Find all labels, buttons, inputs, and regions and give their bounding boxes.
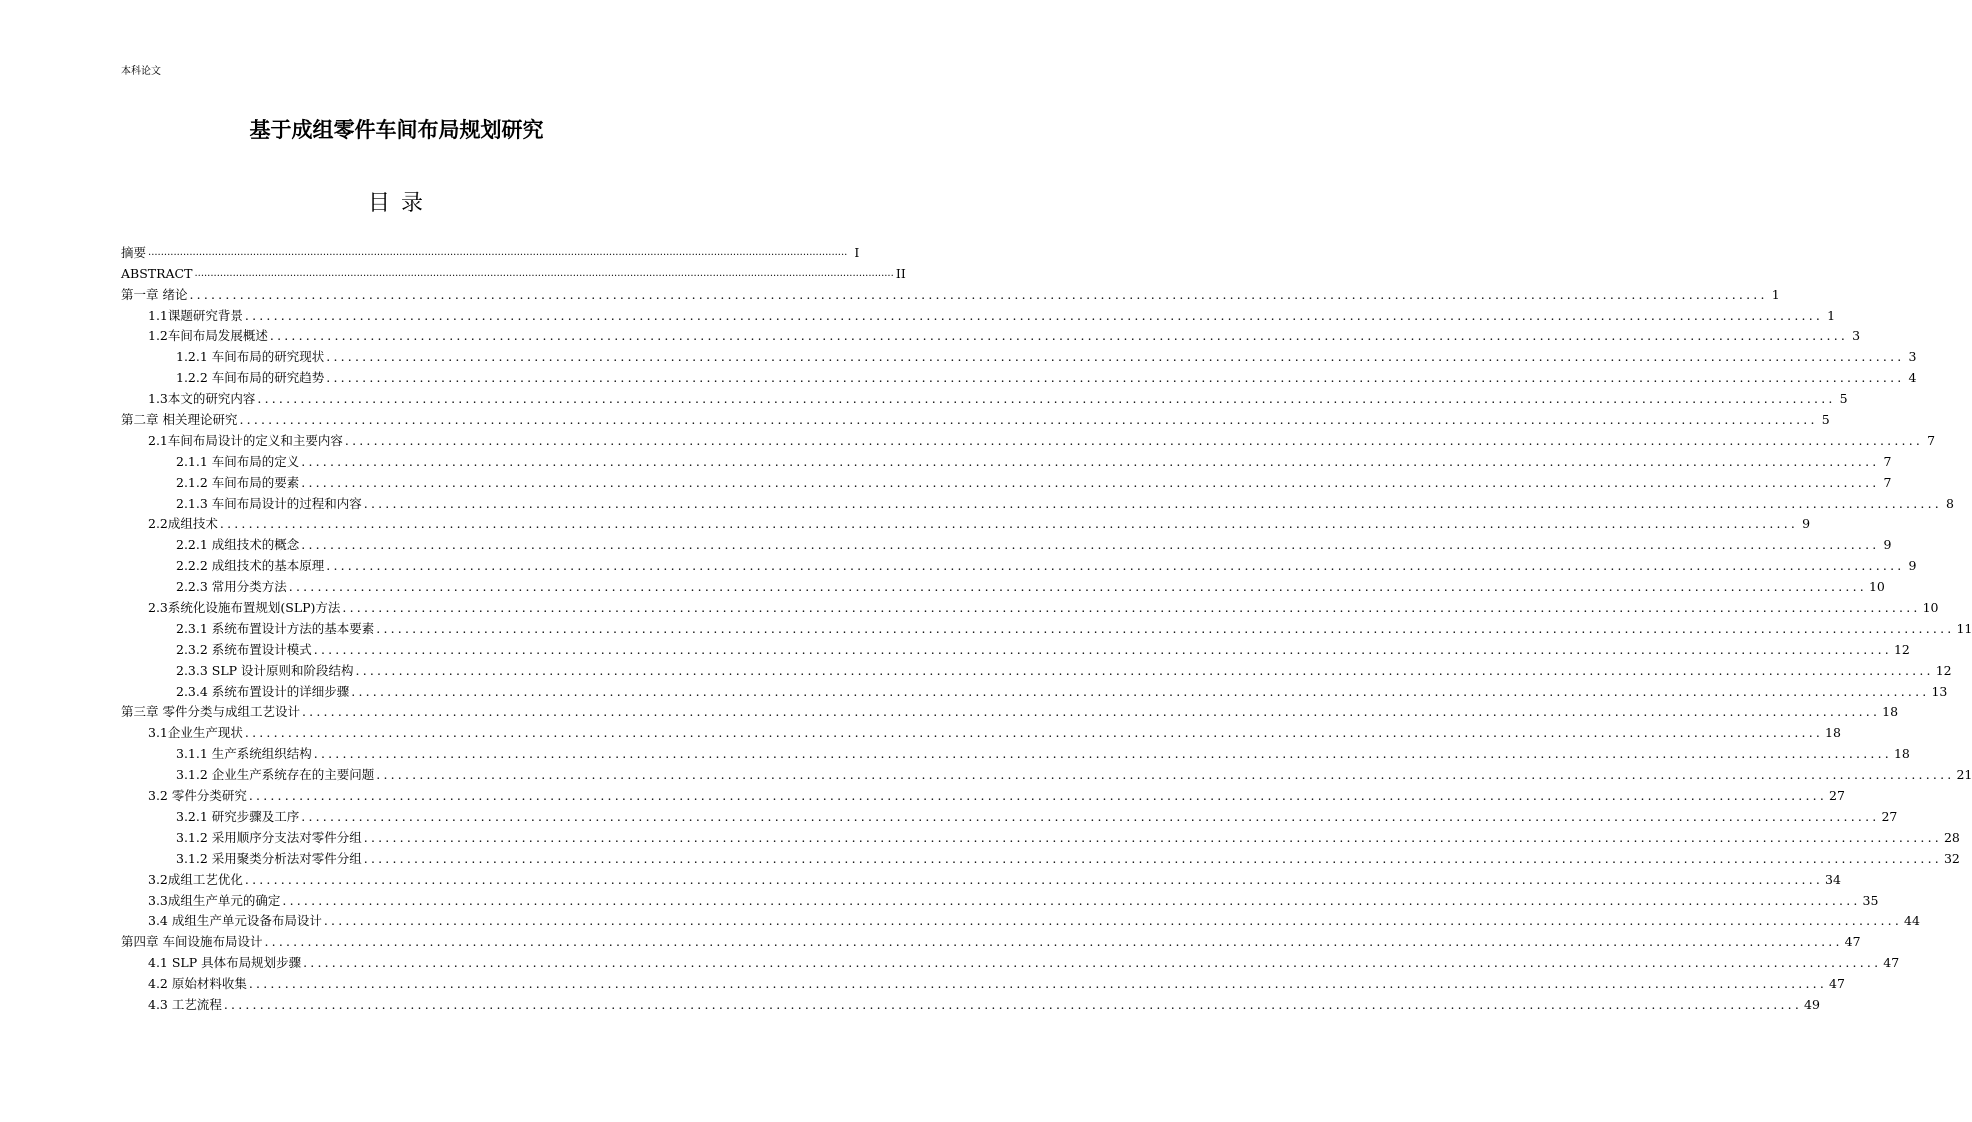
toc-entry [121, 555, 1917, 576]
toc-entry-title: 2.2成组技术 [148, 516, 218, 532]
toc-leader-dots: ............................................................................................................................................................................................................................ [189, 286, 1768, 302]
toc-entry [121, 681, 1948, 702]
toc-leader-dots: ............................................................................................................................................................................................................................ [301, 474, 1880, 490]
toc-entry-title: 3.1.2 企业生产系统存在的主要问题 [176, 767, 375, 783]
toc-entry-title: 3.3成组生产单元的确定 [148, 892, 281, 908]
toc-leader-dots: ............................................................................................................................................................................................................................ [351, 683, 1930, 699]
toc-entry-title: 3.1.2 采用顺序分支法对零件分组 [176, 829, 362, 845]
toc-leader-dots: ............................................................................................................................................................................................................................ [269, 328, 1849, 344]
toc-entry-title: 2.2.2 成组技术的基本原理 [176, 558, 325, 574]
toc-entry-title: 4.2 原始材料收集 [148, 976, 247, 992]
document-title: 基于成组零件车间布局规划研究 [249, 118, 544, 142]
toc-leader-dots: ............................................................................................................................................................................................................................ [244, 871, 1824, 887]
toc-entry-title: 第一章 绪论 [121, 286, 188, 302]
toc-entry-page: 18 [1893, 746, 1910, 762]
toc-entry-title: 3.2 零件分类研究 [148, 788, 247, 804]
toc-entry [121, 660, 1952, 681]
toc-entry-title: 1.2.1 车间布局的研究现状 [176, 349, 325, 365]
toc-leader-dots: ............................................................................................................................................................................................................................ [376, 620, 1955, 636]
toc-entry [121, 994, 1820, 1015]
toc-entry-page: 7 [1883, 453, 1892, 469]
toc-entry [121, 785, 1845, 806]
toc-entry-title: 3.1企业生产现状 [148, 725, 243, 741]
toc-entry [121, 597, 1939, 618]
toc-entry-page: 5 [1821, 412, 1830, 428]
toc-leader-dots: ............................................................................................................................................................................................................................ [326, 558, 1905, 574]
toc-entry [121, 576, 1885, 597]
toc-entry-title: ABSTRACT [121, 265, 193, 281]
toc-entry [121, 305, 1836, 326]
toc-leader-dots: ............................................................................................................................................................................................................................ [344, 432, 1924, 448]
toc-entry-title: 2.3.2 系统布置设计模式 [176, 641, 312, 657]
toc-entry-title: 4.3 工艺流程 [148, 996, 222, 1012]
toc-leader-dots: ............................................................................................................................................................................................................................ [301, 537, 1880, 553]
toc-leader-dots: ............................................................................................................................................................................................................................ [219, 516, 1799, 532]
toc-leader-dots: ............................................................................................................................................................................................................................ [288, 579, 1867, 595]
toc-leader-dots: ............................................................................................................................................................................................................................ [301, 453, 1880, 469]
toc-entry-page: 3 [1852, 328, 1861, 344]
toc-entry [121, 451, 1892, 472]
toc-entry-page: 32 [1943, 850, 1960, 866]
toc-entry [121, 326, 1861, 347]
toc-entry [121, 534, 1892, 555]
toc-entry [121, 472, 1892, 493]
toc-entry-title: 1.2车间布局发展概述 [148, 328, 268, 344]
table-of-contents [121, 242, 1972, 1015]
toc-entry [121, 618, 1972, 639]
toc-entry-title: 1.3本文的研究内容 [148, 391, 256, 407]
toc-entry-title: 2.1.1 车间布局的定义 [176, 453, 300, 469]
toc-leader-dots: ............................................................................................................................................................................................................................ [363, 829, 1942, 845]
toc-entry-page: 13 [1931, 683, 1948, 699]
toc-entry-title: 2.3.1 系统布置设计方法的基本要素 [176, 620, 375, 636]
toc-entry-title: 3.1.1 生产系统组织结构 [176, 746, 312, 762]
toc-entry [121, 242, 860, 263]
toc-entry-title: 2.1车间布局设计的定义和主要内容 [148, 432, 343, 448]
toc-entry-title: 2.2.3 常用分类方法 [176, 579, 287, 595]
toc-entry [121, 952, 1900, 973]
toc-entry-page: 12 [1935, 662, 1952, 678]
toc-entry-title: 第四章 车间设施布局设计 [121, 934, 263, 950]
toc-leader-dots: ............................................................................................................................................................................................................................ [376, 767, 1955, 783]
toc-entry [121, 931, 1861, 952]
toc-entry [121, 764, 1972, 785]
toc-leader-dots: ............................................................................................................................................................................................................................ [248, 976, 1828, 992]
toc-entry-page: 9 [1908, 558, 1917, 574]
toc-entry-page: 18 [1882, 704, 1899, 720]
toc-entry [121, 911, 1920, 932]
toc-entry [121, 722, 1841, 743]
toc-entry-title: 第三章 零件分类与成组工艺设计 [121, 704, 300, 720]
toc-leader-dots: ............................................................................................................................................................................................................................ [301, 704, 1881, 720]
toc-leader-dots: ............................................................................................................................................................................................................................ [313, 746, 1892, 762]
toc-entry-page: 3 [1908, 349, 1917, 365]
toc-entry-title: 1.1课题研究背景 [148, 307, 243, 323]
toc-entry [121, 388, 1848, 409]
toc-entry-page: 49 [1804, 996, 1820, 1012]
toc-entry-title: 4.1 SLP 具体布局规划步骤 [148, 955, 302, 971]
toc-entry-page: 21 [1956, 767, 1972, 783]
toc-entry-page: 28 [1943, 829, 1960, 845]
toc-leader-dots: ............................................................................................................................................................................................................................ [148, 246, 848, 258]
toc-leader-dots: ............................................................................................................................................................................................................................ [244, 725, 1824, 741]
toc-leader-dots: ............................................................................................................................................................................................................................ [363, 495, 1942, 511]
toc-entry [121, 493, 1954, 514]
toc-entry [121, 806, 1898, 827]
toc-entry [121, 848, 1960, 869]
toc-entry-title: 3.4 成组生产单元设备布局设计 [148, 913, 322, 929]
toc-entry-page: 35 [1862, 892, 1879, 908]
toc-entry-title: 2.3系统化设施布置规划(SLP)方法 [148, 600, 341, 616]
toc-entry-page: 27 [1881, 808, 1898, 824]
toc-entry [121, 284, 1780, 305]
toc-leader-dots: ............................................................................................................................................................................................................................ [342, 600, 1921, 616]
toc-entry [121, 263, 906, 284]
toc-leader-dots: ............................................................................................................................................................................................................................ [194, 267, 894, 279]
toc-entry-page: 47 [1844, 934, 1861, 950]
toc-leader-dots: ............................................................................................................................................................................................................................ [257, 391, 1836, 407]
toc-heading: 目 录 [368, 191, 425, 216]
toc-entry [121, 702, 1899, 723]
toc-entry-page: 7 [1927, 432, 1936, 448]
toc-entry-title: 2.1.2 车间布局的要素 [176, 474, 300, 490]
toc-entry [121, 890, 1879, 911]
toc-entry-page: 47 [1829, 976, 1845, 992]
toc-entry-page: 10 [1868, 579, 1885, 595]
toc-leader-dots: ............................................................................................................................................................................................................................ [301, 808, 1880, 824]
toc-entry-page: 34 [1825, 871, 1841, 887]
toc-entry-title: 3.2.1 研究步骤及工序 [176, 808, 300, 824]
toc-entry [121, 514, 1811, 535]
toc-entry-page: 47 [1883, 955, 1900, 971]
toc-entry-page: 44 [1904, 913, 1920, 929]
toc-leader-dots: ............................................................................................................................................................................................................................ [282, 892, 1861, 908]
toc-entry-page: 27 [1829, 788, 1845, 804]
toc-entry-title: 2.1.3 车间布局设计的过程和内容 [176, 495, 362, 511]
toc-entry-title: 摘要 [121, 244, 147, 260]
toc-entry [121, 409, 1830, 430]
header-label: 本科论文 [121, 66, 161, 77]
toc-entry-page: 12 [1893, 641, 1910, 657]
toc-leader-dots: ............................................................................................................................................................................................................................ [264, 934, 1843, 950]
toc-leader-dots: ............................................................................................................................................................................................................................ [244, 307, 1824, 323]
toc-entry-title: 1.2.2 车间布局的研究趋势 [176, 370, 325, 386]
toc-entry [121, 639, 1910, 660]
toc-entry-title: 3.2成组工艺优化 [148, 871, 243, 887]
toc-entry-page: 11 [1956, 620, 1972, 636]
toc-entry-title: 第二章 相关理论研究 [121, 412, 238, 428]
toc-entry [121, 827, 1960, 848]
toc-leader-dots: ............................................................................................................................................................................................................................ [326, 370, 1905, 386]
toc-entry-page: 4 [1908, 370, 1917, 386]
toc-entry-title: 2.3.4 系统布置设计的详细步骤 [176, 683, 350, 699]
toc-entry [121, 973, 1845, 994]
toc-entry-page: 5 [1839, 391, 1848, 407]
toc-leader-dots: ............................................................................................................................................................................................................................ [248, 788, 1828, 804]
toc-leader-dots: ............................................................................................................................................................................................................................ [239, 412, 1818, 428]
toc-leader-dots: ............................................................................................................................................................................................................................ [313, 641, 1892, 657]
toc-entry-page: 1 [1771, 286, 1780, 302]
toc-entry-page: 9 [1802, 516, 1811, 532]
toc-entry [121, 346, 1917, 367]
toc-entry [121, 367, 1917, 388]
toc-entry-page: 10 [1922, 600, 1939, 616]
toc-entry-page: 1 [1827, 307, 1836, 323]
toc-leader-dots: ............................................................................................................................................................................................................................ [303, 955, 1882, 971]
toc-entry-title: 3.1.2 采用聚类分析法对零件分组 [176, 850, 362, 866]
toc-leader-dots: ............................................................................................................................................................................................................................ [363, 850, 1942, 866]
toc-entry-page: 18 [1825, 725, 1841, 741]
toc-entry-page: II [895, 265, 906, 281]
toc-entry-title: 2.3.3 SLP 设计原则和阶段结构 [176, 662, 354, 678]
toc-entry-page: 8 [1945, 495, 1954, 511]
toc-entry-page: I [854, 244, 860, 260]
toc-entry [121, 430, 1936, 451]
toc-entry-page: 7 [1883, 474, 1892, 490]
toc-leader-dots: ............................................................................................................................................................................................................................ [223, 996, 1803, 1012]
toc-entry-page: 9 [1883, 537, 1892, 553]
toc-leader-dots: ............................................................................................................................................................................................................................ [323, 913, 1903, 929]
toc-leader-dots: ............................................................................................................................................................................................................................ [326, 349, 1905, 365]
toc-entry [121, 743, 1910, 764]
toc-leader-dots: ............................................................................................................................................................................................................................ [355, 662, 1934, 678]
toc-entry-title: 2.2.1 成组技术的概念 [176, 537, 300, 553]
toc-entry [121, 869, 1841, 890]
